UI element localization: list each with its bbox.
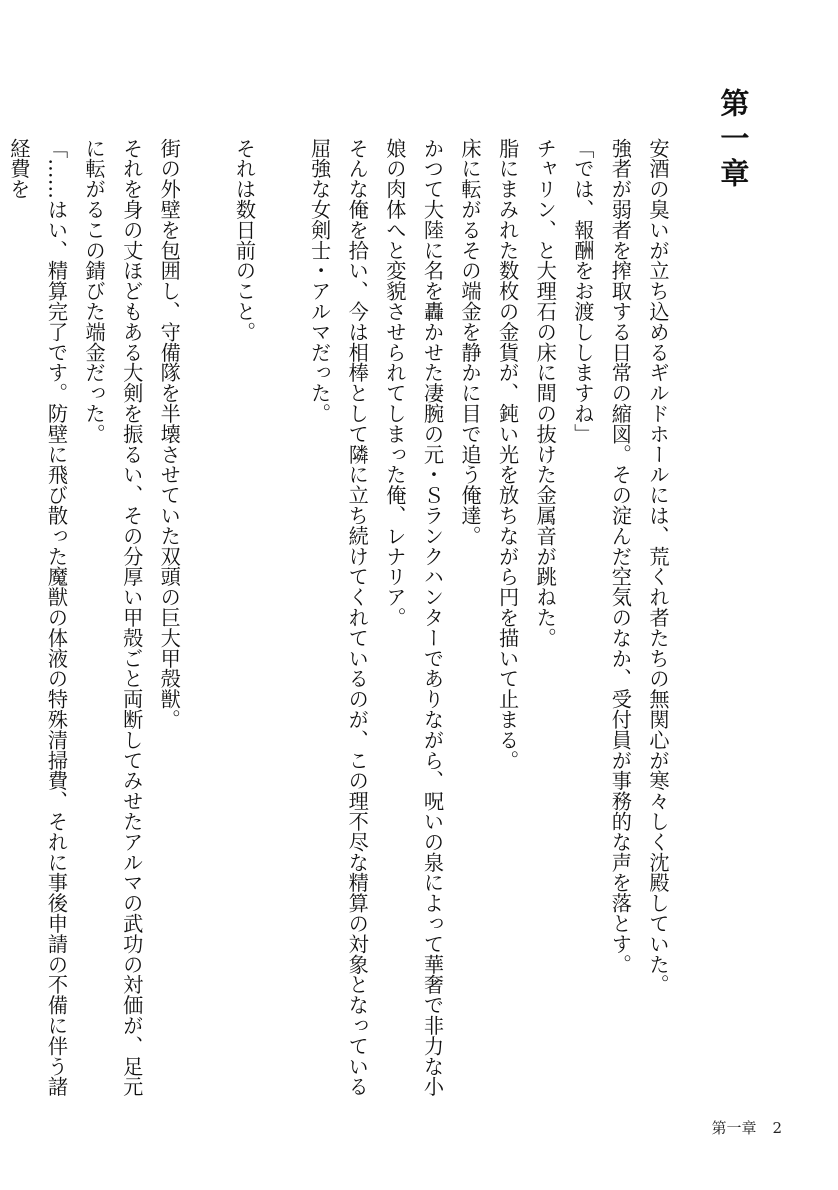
page-number: 2	[772, 1119, 782, 1137]
footer-chapter-label: 第一章	[711, 1119, 757, 1137]
paragraph-1: 安酒の臭いが立ち込めるギルドホールには、荒くれ者たちの無関心が寒々しく沈殿していた。	[646, 138, 670, 995]
paragraph-9: それは数日前のこと。	[232, 138, 257, 342]
chapter-title: 第一章	[716, 88, 751, 193]
blank-line	[262, 138, 300, 1098]
paragraph-8: そんな俺を拾い、今は相棒として隣に立ち続けてくれているのが、この理不尽な精算の対象となっている屈強な女剣士・アルマだった。	[307, 138, 370, 1097]
paragraph-11: それを身の丈ほどもある大剣を振るい、その分厚い甲殻ごと両断してみせたアルマの武功の対価が、足元に転がるこの錆びた端金だった。	[82, 138, 144, 1097]
body-text	[6, 138, 676, 1098]
blank-line	[187, 138, 225, 1098]
paragraph-4: チャリン、と大理石の床に間の抜けた金属音が跳ねた。	[533, 138, 558, 648]
page-footer	[711, 1117, 782, 1138]
paragraph-10: 街の外壁を包囲し、守備隊を半壊させていた双頭の巨大甲殻獣。	[157, 138, 182, 730]
paragraph-3: 「では、報酬をお渡ししますね」	[570, 138, 595, 444]
paragraph-5: 脂にまみれた数枚の金貨が、鈍い光を放ちながら円を描いて止まる。	[495, 138, 520, 771]
paragraph-6: 床に転がるその端金を静かに目で追う俺達。	[458, 138, 483, 546]
paragraph-7: かつて大陸に名を轟かせた凄腕の元・Ｓランクハンターでありながら、呪いの泉によって華奢で非力な小娘の肉体へと変貌させられてしまった俺、レナリア。	[382, 138, 445, 1097]
paragraph-2: 強者が弱者を搾取する日常の縮図。その淀んだ空気のなか、受付員が事務的な声を落とす。	[608, 138, 633, 975]
paragraph-12: 「……はい、精算完了です。防壁に飛び散った魔獣の体液の特殊清掃費、それに事後申請の不備に伴う諸経費を	[6, 138, 69, 1097]
